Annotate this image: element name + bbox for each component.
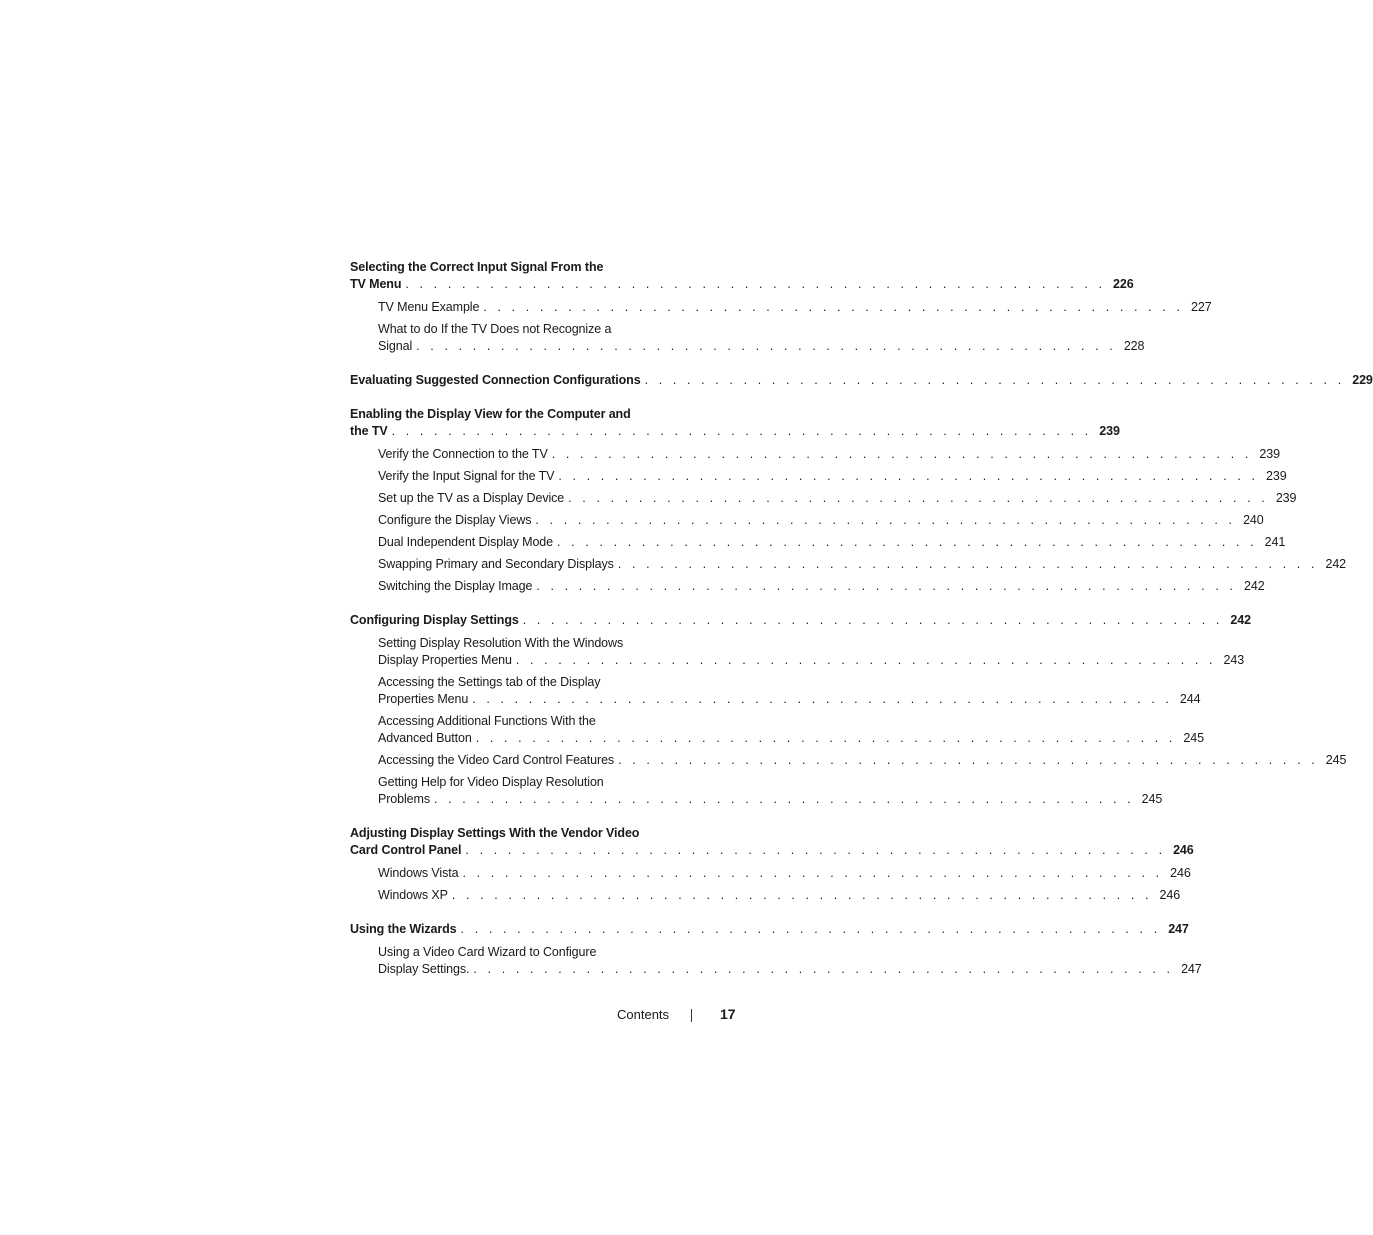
toc-entry-leader-line <box>378 512 1264 529</box>
toc-entry-title-line: Accessing Additional Functions With the <box>378 714 596 728</box>
toc-page-number: 239 <box>1259 447 1280 461</box>
toc-page-number: 226 <box>1113 277 1134 291</box>
toc-page-number: 246 <box>1173 843 1194 857</box>
toc-entry-title: Configuring Display Settings <box>350 613 519 627</box>
toc-subsection-entry[interactable] <box>350 635 1245 669</box>
toc-entry-leader-line <box>350 612 1251 629</box>
toc-entry-title: Signal <box>378 339 413 353</box>
toc-dot-leader: . . . . . . . . . . . . . . . . . . . . . . . . . . . . . . . . . . . . . . . . . . . . . . . . . . <box>515 653 1217 667</box>
toc-page-number: 246 <box>1170 866 1191 880</box>
toc-dot-leader: . . . . . . . . . . . . . . . . . . . . . . . . . . . . . . . . . . . . . . . . . . . . . . . . . . <box>618 753 1319 767</box>
toc-section-entry[interactable] <box>350 406 1120 440</box>
toc-subsection-entry[interactable] <box>350 490 1297 507</box>
toc-entry-leader-line <box>378 652 1245 669</box>
toc-entry-title: Dual Independent Display Mode <box>378 535 553 549</box>
toc-page-number: 239 <box>1099 424 1120 438</box>
toc-entry-leader-line <box>378 556 1347 573</box>
toc-subsection-entry[interactable] <box>350 321 1145 355</box>
toc-subsection-entry[interactable] <box>350 556 1347 573</box>
toc-section-entry[interactable] <box>350 612 1251 629</box>
toc-page-number: 239 <box>1275 491 1297 505</box>
toc-entry-leader-line <box>378 578 1265 595</box>
toc-dot-leader: . . . . . . . . . . . . . . . . . . . . . . . . . . . . . . . . . . . . . . . . . . . . . . . . . . <box>462 866 1163 880</box>
toc-entry-title-line: Using a Video Card Wizard to Configure <box>378 945 597 959</box>
toc-page-number: 242 <box>1230 613 1251 627</box>
toc-subsection-entry[interactable] <box>350 534 1286 551</box>
toc-subsection-entry[interactable] <box>350 512 1264 529</box>
footer-section-label: Contents <box>617 1007 670 1022</box>
toc-entry-leader-line <box>378 791 1163 808</box>
toc-dot-leader: . . . . . . . . . . . . . . . . . . . . . . . . . . . . . . . . . . . . . . . . . . . . . . . . . . <box>451 888 1153 902</box>
toc-entry-title-line: Setting Display Resolution With the Windows <box>378 636 624 650</box>
toc-entry-title: Display Properties Menu <box>378 653 512 667</box>
toc-entry-title: Windows Vista <box>378 866 459 880</box>
toc-dot-leader: . . . . . . . . . . . . . . . . . . . . . . . . . . . . . . . . . . . . . . . . . . . . . . . . . . <box>522 613 1223 627</box>
toc-page-number: 240 <box>1243 513 1264 527</box>
toc-subsection-entry[interactable] <box>350 578 1265 595</box>
toc-subsection-entry[interactable] <box>350 713 1204 747</box>
toc-dot-leader: . . . . . . . . . . . . . . . . . . . . . . . . . . . . . . . . . . . . . . . . . . . . . . . . . . <box>483 300 1184 314</box>
toc-dot-leader: . . . . . . . . . . . . . . . . . . . . . . . . . . . . . . . . . . . . . . . . . . . . . . . . . . <box>475 731 1176 745</box>
toc-dot-leader: . . . . . . . . . . . . . . . . . . . . . . . . . . . . . . . . . . . . . . . . . . . . . . . . . . <box>472 692 1173 706</box>
footer-page-number: 17 <box>720 1006 736 1022</box>
toc-entry-title: Configure the Display Views <box>378 513 532 527</box>
toc-page-number: 227 <box>1190 300 1212 314</box>
toc-page-number: 245 <box>1325 753 1347 767</box>
toc-section-entry[interactable] <box>350 372 1373 389</box>
toc-dot-leader: . . . . . . . . . . . . . . . . . . . . . . . . . . . . . . . . . . . . . . . . . . . . . . . . . . <box>568 491 1269 505</box>
toc-page-number: 239 <box>1266 469 1287 483</box>
toc-entry-title-line: Accessing the Settings tab of the Display <box>378 675 601 689</box>
toc-dot-leader: . . . . . . . . . . . . . . . . . . . . . . . . . . . . . . . . . . . . . . . . . . . . . . . . . . <box>558 469 1259 483</box>
toc-entry-title: Verify the Input Signal for the TV <box>378 469 555 483</box>
toc-dot-leader: . . . . . . . . . . . . . . . . . . . . . . . . . . . . . . . . . . . . . . . . . . . . . . . . . . <box>405 277 1106 291</box>
toc-entry-title: Set up the TV as a Display Device <box>378 491 565 505</box>
toc-page-number: 243 <box>1223 653 1245 667</box>
toc-page-number: 247 <box>1168 922 1189 936</box>
toc-subsection-entry[interactable] <box>350 752 1347 769</box>
toc-page-number: 242 <box>1325 557 1347 571</box>
toc-entry-title-line: Getting Help for Video Display Resolution <box>378 775 604 789</box>
toc-dot-leader: . . . . . . . . . . . . . . . . . . . . . . . . . . . . . . . . . . . . . . . . . . . . . . . . . . <box>551 447 1252 461</box>
toc-dot-leader: . . . . . . . . . . . . . . . . . . . . . . . . . . . . . . . . . . . . . . . . . . . . . . . . . . <box>460 922 1161 936</box>
toc-dot-leader: . . . . . . . . . . . . . . . . . . . . . . . . . . . . . . . . . . . . . . . . . . . . . . . . . . <box>535 513 1236 527</box>
toc-dot-leader: . . . . . . . . . . . . . . . . . . . . . . . . . . . . . . . . . . . . . . . . . . . . . . . . . . <box>617 557 1319 571</box>
toc-entry-leader-line <box>378 887 1181 904</box>
toc-subsection-entry[interactable] <box>350 887 1181 904</box>
toc-entry-title-line: Enabling the Display View for the Computer and <box>350 407 631 421</box>
toc-entry-leader-line <box>350 372 1373 389</box>
toc-dot-leader: . . . . . . . . . . . . . . . . . . . . . . . . . . . . . . . . . . . . . . . . . . . . . . . . . . <box>473 962 1174 976</box>
toc-entry-title: Evaluating Suggested Connection Configurations <box>350 373 641 387</box>
toc-entry-leader-line <box>378 446 1280 463</box>
toc-subsection-entry[interactable] <box>350 446 1280 463</box>
toc-page-number: 246 <box>1159 888 1181 902</box>
toc-entry-title: Problems <box>378 792 430 806</box>
toc-dot-leader: . . . . . . . . . . . . . . . . . . . . . . . . . . . . . . . . . . . . . . . . . . . . . . . . . . <box>557 535 1258 549</box>
toc-subsection-entry[interactable] <box>350 865 1191 882</box>
toc-subsection-entry[interactable] <box>350 468 1287 485</box>
toc-entry-leader-line <box>378 338 1145 355</box>
toc-entry-leader-line <box>378 534 1286 551</box>
toc-page-number: 229 <box>1352 373 1373 387</box>
toc-subsection-entry[interactable] <box>350 774 1163 808</box>
toc-entry-leader-line <box>378 865 1191 882</box>
toc-entry-leader-line <box>378 299 1212 316</box>
toc-page-number: 242 <box>1243 579 1265 593</box>
toc-entry-title: the TV <box>350 424 388 438</box>
toc-entry-title: Display Settings. <box>378 962 470 976</box>
toc-entry-title-line: What to do If the TV Does not Recognize a <box>378 322 612 336</box>
toc-page-number: 247 <box>1181 962 1202 976</box>
footer-separator <box>691 1009 692 1022</box>
toc-entry-title: Switching the Display Image <box>378 579 533 593</box>
toc-dot-leader: . . . . . . . . . . . . . . . . . . . . . . . . . . . . . . . . . . . . . . . . . . . . . . . . . . <box>644 373 1345 387</box>
toc-section-entry[interactable] <box>350 825 1194 859</box>
toc-entry-leader-line <box>378 691 1201 708</box>
toc-entry-title: Verify the Connection to the TV <box>378 447 548 461</box>
toc-entry-leader-line <box>378 730 1204 747</box>
toc-entry-leader-line <box>378 490 1297 507</box>
toc-entry-leader-line <box>378 752 1347 769</box>
toc-entry-leader-line <box>350 423 1120 440</box>
table-of-contents <box>350 259 1373 978</box>
toc-subsection-entry[interactable] <box>350 674 1201 708</box>
toc-entry-title-line: Selecting the Correct Input Signal From the <box>350 260 604 274</box>
toc-page-number: 241 <box>1264 535 1286 549</box>
toc-entry-leader-line <box>350 921 1189 938</box>
toc-section-entry[interactable] <box>350 921 1189 938</box>
toc-page-number: 245 <box>1183 731 1204 745</box>
toc-page-number: 245 <box>1141 792 1163 806</box>
toc-entry-title: Using the Wizards <box>350 922 457 936</box>
toc-page-number: 228 <box>1123 339 1145 353</box>
toc-entry-title: TV Menu <box>350 277 402 291</box>
toc-entry-title: Swapping Primary and Secondary Displays <box>378 557 614 571</box>
toc-entry-leader-line <box>350 842 1194 859</box>
toc-entry-title: Card Control Panel <box>350 843 462 857</box>
toc-entry-leader-line <box>378 961 1202 978</box>
toc-subsection-entry[interactable] <box>350 944 1202 978</box>
toc-entry-title: Properties Menu <box>378 692 469 706</box>
toc-page-number: 244 <box>1179 692 1201 706</box>
toc-entry-title: Windows XP <box>378 888 448 902</box>
toc-dot-leader: . . . . . . . . . . . . . . . . . . . . . . . . . . . . . . . . . . . . . . . . . . . . . . . . . . <box>434 792 1135 806</box>
toc-dot-leader: . . . . . . . . . . . . . . . . . . . . . . . . . . . . . . . . . . . . . . . . . . . . . . . . . . <box>536 579 1237 593</box>
toc-entry-title: Accessing the Video Card Control Features <box>378 753 615 767</box>
toc-dot-leader: . . . . . . . . . . . . . . . . . . . . . . . . . . . . . . . . . . . . . . . . . . . . . . . . . . <box>391 424 1092 438</box>
toc-dot-leader: . . . . . . . . . . . . . . . . . . . . . . . . . . . . . . . . . . . . . . . . . . . . . . . . . . <box>465 843 1166 857</box>
toc-entry-leader-line <box>350 276 1134 293</box>
toc-subsection-entry[interactable] <box>350 299 1212 316</box>
toc-entry-leader-line <box>378 468 1287 485</box>
toc-entry-title: TV Menu Example <box>378 300 480 314</box>
toc-dot-leader: . . . . . . . . . . . . . . . . . . . . . . . . . . . . . . . . . . . . . . . . . . . . . . . . . . <box>416 339 1117 353</box>
toc-entry-title-line: Adjusting Display Settings With the Vendor Video <box>350 826 640 840</box>
toc-entry-title: Advanced Button <box>378 731 472 745</box>
toc-section-entry[interactable] <box>350 259 1134 293</box>
